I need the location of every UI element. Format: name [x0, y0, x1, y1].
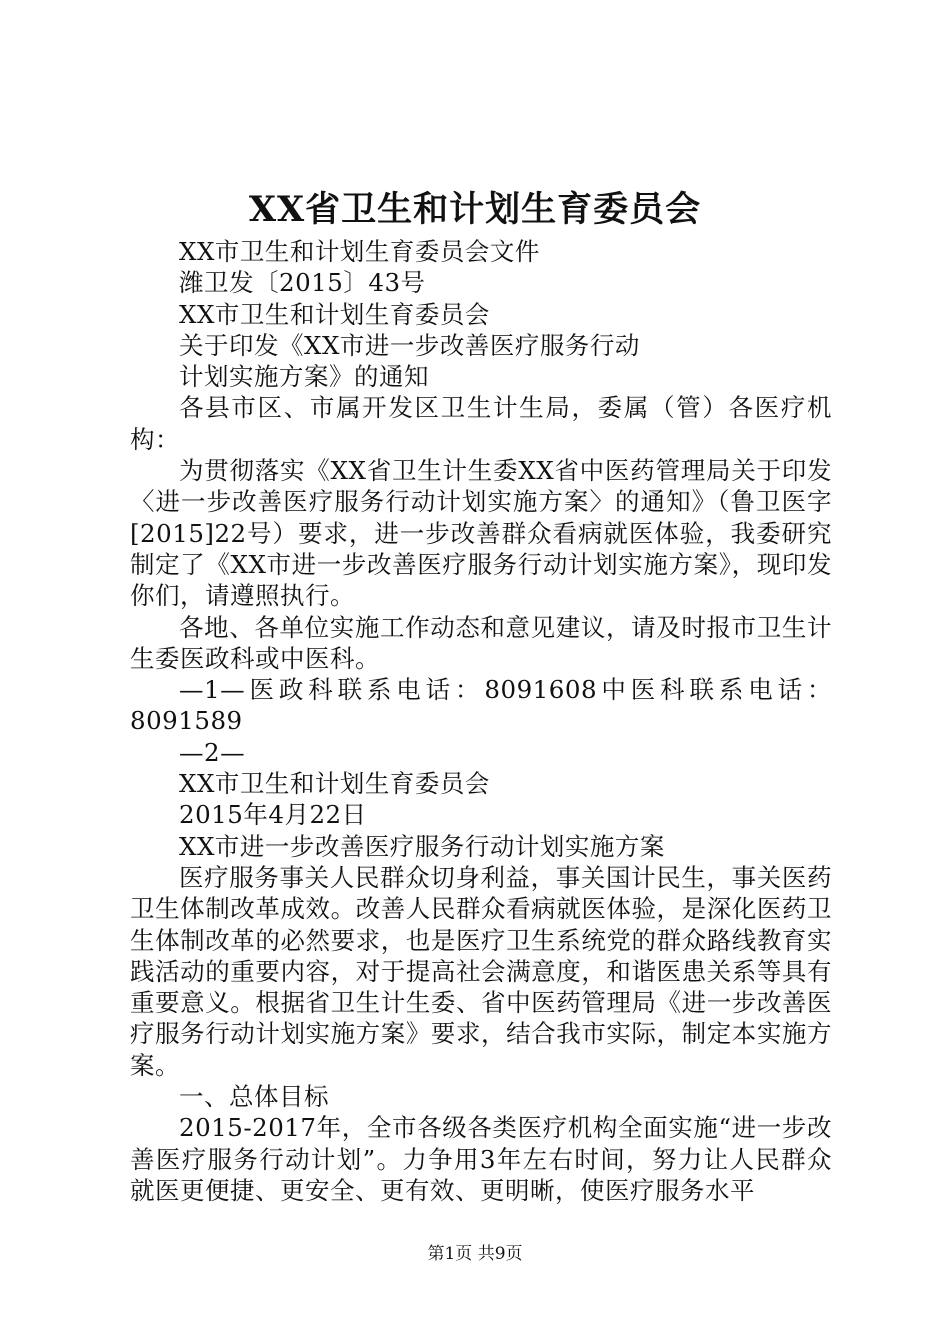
notice-title-line-2: 计划实施方案》的通知 — [179, 362, 429, 392]
notice-title-line-1: 关于印发《XX市进一步改善医疗服务行动 — [179, 330, 640, 360]
body-paragraph: 为贯彻落实《XX省卫生计生委XX省中医药管理局关于印发〈进一步改善医疗服务行动计划实施方案〉的通知》（鲁卫医字[2015]22号）要求，进一步改善群众看病就医体验，我委研究制定了《XX市进一步改善医疗服务行动计划实施方案》，现印发你们，请遵照执行。 — [130, 456, 832, 611]
addressee-paragraph: 各县市区、市属开发区卫生计生局，委属（管）各医疗机构： — [130, 393, 832, 454]
body-paragraph: 2015-2017年，全市各级各类医疗机构全面实施“进一步改善医疗服务行动计划”。力争用3年左右时间，努力让人民群众就医更便捷、更安全、更有效、更明晰，使医疗服务水平 — [130, 1113, 832, 1205]
document-title: XX省卫生和计划生育委员会 — [248, 189, 702, 230]
page-footer: 第1页 共9页 — [427, 1244, 523, 1264]
body-paragraph: 医疗服务事关人民群众切身利益，事关国计民生，事关医药卫生体制改革成效。改善人民群众看病就医体验，是深化医药卫生体制改革的必然要求，也是医疗卫生系统党的群众路线教育实践活动的重要内容，对于提高社会满意度，和谐医患关系等具有重要意义。根据省卫生计生委、省中医药管理局《进一步改善医疗服务行动计划实施方案》要求，结合我市实际，制定本实施方案。 — [130, 862, 832, 1080]
body-paragraph: 各地、各单位实施工作动态和意见建议，请及时报市卫生计生委医政科或中医科。 — [130, 612, 832, 673]
contact-line: —1—医政科联系电话：8091608中医科联系电话： — [179, 675, 832, 705]
doc-header-line: XX市卫生和计划生育委员会文件 — [179, 237, 540, 266]
doc-number: 潍卫发〔2015〕43号 — [179, 268, 426, 298]
document-body — [130, 236, 832, 1206]
page-marker: —2— — [179, 737, 246, 767]
contact-number: 8091589 — [130, 706, 243, 736]
plan-title: XX市进一步改善医疗服务行动计划实施方案 — [179, 831, 665, 861]
signature-org: XX市卫生和计划生育委员会 — [179, 769, 490, 799]
issuer-line: XX市卫生和计划生育委员会 — [179, 299, 490, 329]
signature-date: 2015年4月22日 — [179, 800, 367, 830]
section-heading: 一、总体目标 — [179, 1082, 329, 1112]
